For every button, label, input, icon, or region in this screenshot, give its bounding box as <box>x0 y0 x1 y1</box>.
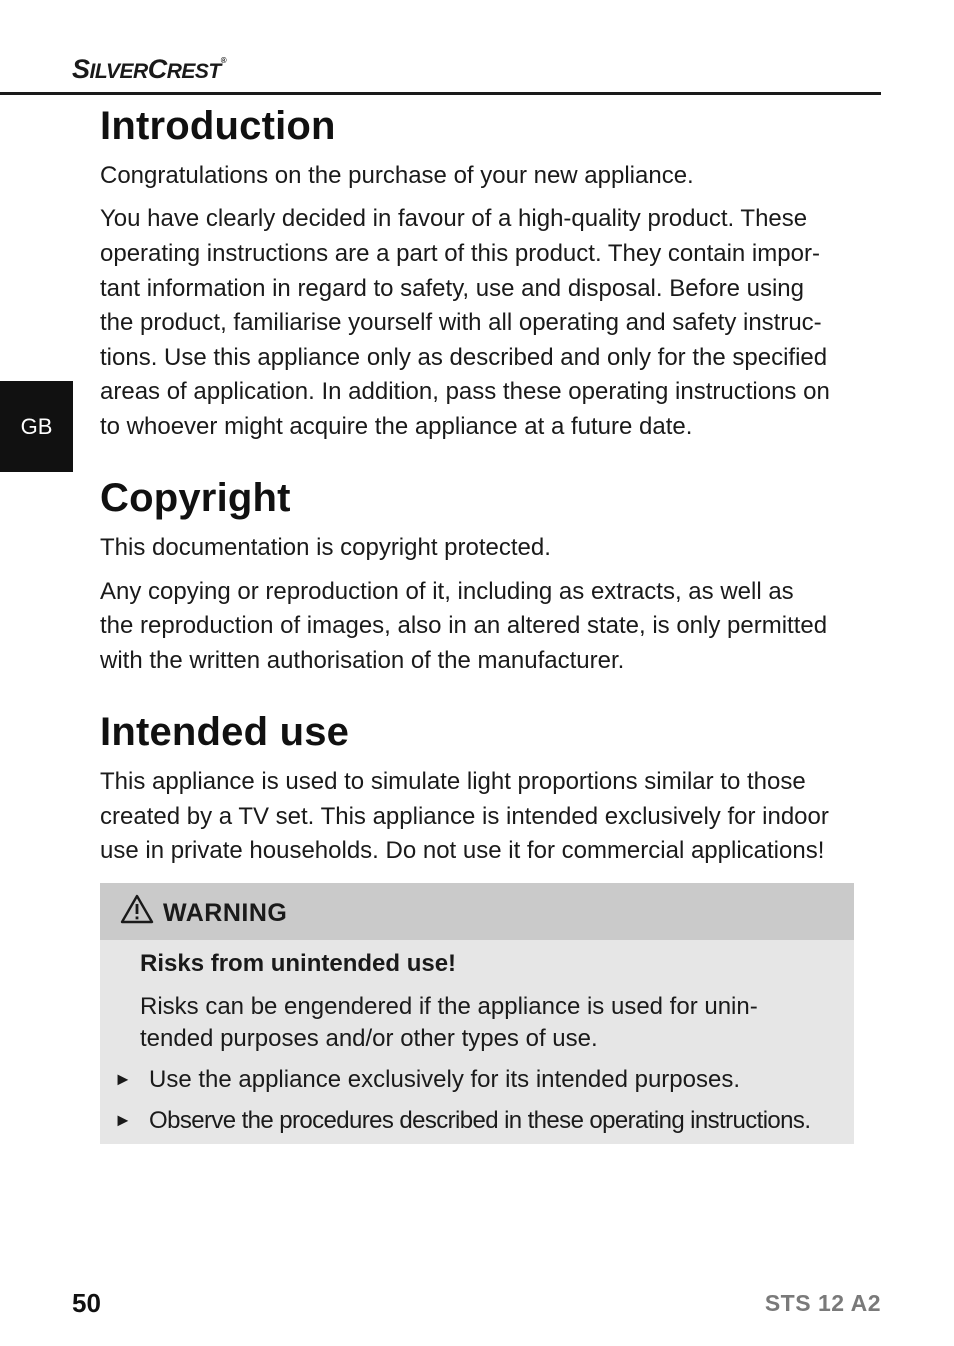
intended-use-line: created by a TV set. This appliance is intended exclusively for indoor <box>100 803 829 830</box>
intended-use-line: This appliance is used to simulate light proportions similar to those <box>100 768 806 795</box>
introduction-paragraph-1: Congratulations on the purchase of your new appliance. <box>100 162 694 189</box>
language-tab-label: GB <box>20 413 53 439</box>
risk-title: Risks from unintended use! <box>140 950 457 977</box>
brand-logo <box>72 54 226 85</box>
bullet-arrow-icon: ► <box>114 1069 132 1089</box>
warning-bullet-1: Use the appliance exclusively for its intended purposes. <box>149 1066 740 1093</box>
bullet-arrow-icon: ► <box>114 1110 132 1130</box>
warning-header <box>100 883 854 940</box>
risk-line: Risks can be engendered if the appliance is used for unin- <box>140 993 758 1020</box>
warning-title: WARNING <box>163 899 288 927</box>
brand-letters: ILVER <box>89 60 148 83</box>
warning-box <box>100 883 854 1144</box>
language-tab <box>0 381 73 472</box>
model-number: STS 12 A2 <box>764 1290 881 1316</box>
copyright-heading: Copyright <box>100 476 291 520</box>
introduction-line: areas of application. In addition, pass these operating instructions on <box>100 378 830 405</box>
copyright-line: Any copying or reproduction of it, including as extracts, as well as <box>100 578 794 605</box>
introduction-line: the product, familiarise yourself with all operating and safety instruc- <box>100 309 822 336</box>
registered-mark: ® <box>220 56 227 65</box>
warning-triangle-icon <box>120 894 154 924</box>
introduction-heading: Introduction <box>100 104 336 148</box>
intended-use-heading: Intended use <box>100 710 350 754</box>
brand-letter: C <box>147 54 167 84</box>
copyright-line: with the written authorisation of the manufacturer. <box>100 647 625 674</box>
warning-bullet-2: Observe the procedures described in these operating instructions. <box>149 1107 811 1134</box>
intended-use-line: use in private households. Do not use it for commercial applications! <box>100 837 825 864</box>
brand-letters: REST <box>166 60 221 83</box>
introduction-line: tant information in regard to safety, use and disposal. Before using <box>100 275 804 302</box>
copyright-line: the reproduction of images, also in an altered state, is only permitted <box>100 612 828 639</box>
copyright-paragraph-1: This documentation is copyright protected. <box>100 534 551 561</box>
introduction-line: You have clearly decided in favour of a high-quality product. These <box>100 205 808 232</box>
introduction-line: operating instructions are a part of this product. They contain impor- <box>100 240 820 267</box>
introduction-line: to whoever might acquire the appliance at a future date. <box>100 413 693 440</box>
header-rule <box>0 92 881 95</box>
page-number: 50 <box>72 1288 101 1318</box>
risk-line: tended purposes and/or other types of use. <box>140 1025 598 1052</box>
brand-letter: S <box>72 54 90 84</box>
introduction-line: tions. Use this appliance only as described and only for the specified <box>100 344 828 371</box>
